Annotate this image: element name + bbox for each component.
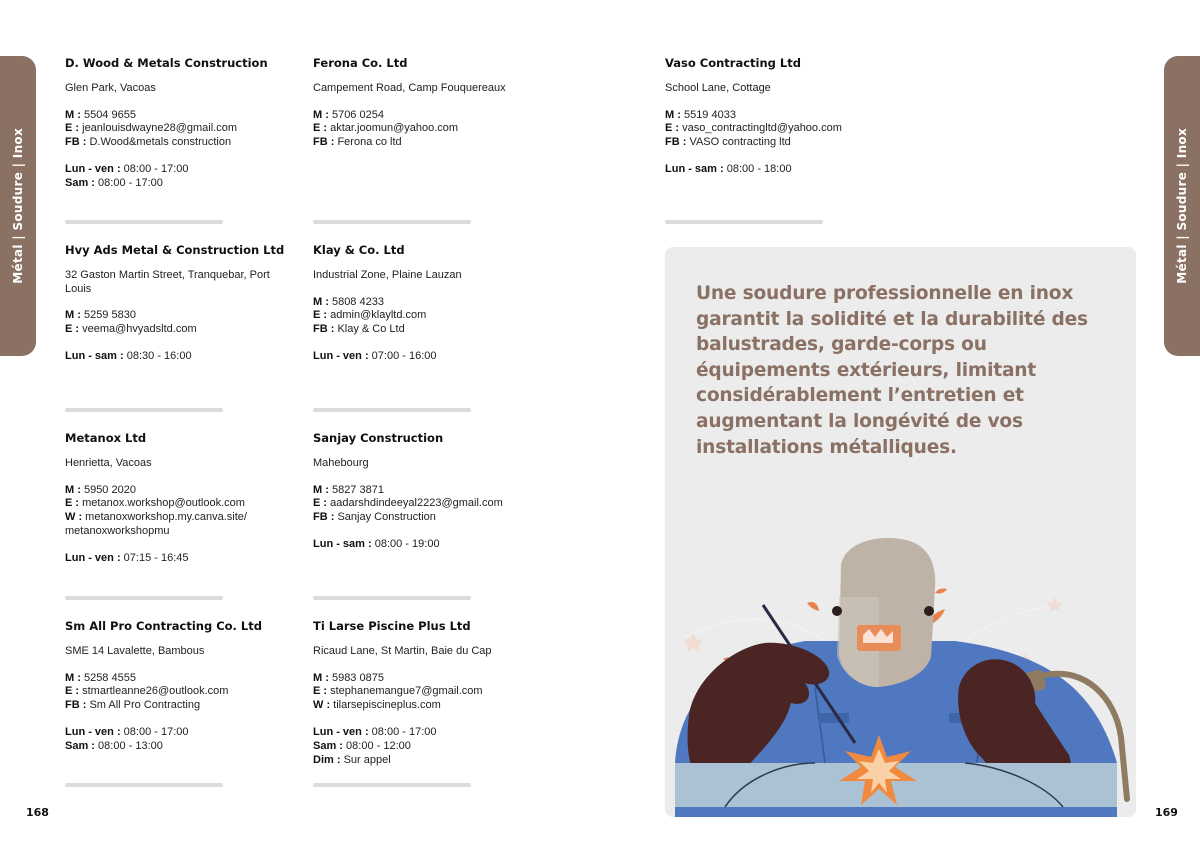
opening-hours-label: Lun - sam : xyxy=(665,162,724,175)
contact-value: 5519 4033 xyxy=(683,108,736,121)
contact-line xyxy=(65,484,295,498)
company-address: 32 Gaston Martin Street, Tranquebar, Port Louis xyxy=(65,268,270,295)
company-address: Ricaud Lane, St Martin, Baie du Cap xyxy=(313,644,492,657)
contact-label: FB : xyxy=(313,511,335,524)
page-number-left: 168 xyxy=(26,806,49,819)
opening-hours-label: Lun - sam : xyxy=(313,537,372,550)
contact-label: FB : xyxy=(65,136,87,149)
quote-text: Une soudure professionnelle en inox garantit la solidité et la durabilité des balustrades, garde-corps ou équipements extérieurs, limitant considérablement l’entretien et augmentant la longévité de vos installations métalliques. xyxy=(696,283,1088,458)
contact-value: stmartleanne26@outlook.com xyxy=(82,685,229,698)
opening-hours-value: 08:00 - 18:00 xyxy=(726,162,792,175)
contact-value: stephanemangue7@gmail.com xyxy=(330,685,483,698)
contact-label: E : xyxy=(313,685,328,698)
company-address: Glen Park, Vacoas xyxy=(65,81,156,94)
contact-label: E : xyxy=(65,122,80,135)
opening-hours-label: Sam : xyxy=(65,739,95,752)
contact-line xyxy=(65,136,295,150)
opening-hours-line xyxy=(313,538,543,552)
contact-line xyxy=(65,672,295,686)
opening-hours-value: Sur appel xyxy=(343,753,391,766)
contact-line xyxy=(313,672,543,686)
welding-helmet xyxy=(832,538,935,687)
contact-line xyxy=(65,309,295,323)
divider xyxy=(313,220,471,224)
company-name: Ferona Co. Ltd xyxy=(313,56,408,70)
contact xyxy=(65,672,295,713)
company-name: Sanjay Construction xyxy=(313,431,444,445)
contact xyxy=(313,672,543,713)
contact-value: veema@hvyadsltd.com xyxy=(82,323,197,336)
section-tab-label: Métal | Soudure | Inox xyxy=(1175,128,1189,284)
contact xyxy=(65,484,295,539)
opening-hours-label: Lun - ven : xyxy=(65,551,121,564)
opening-hours xyxy=(313,726,543,767)
opening-hours xyxy=(313,538,543,552)
opening-hours xyxy=(65,726,295,754)
contact xyxy=(313,109,543,150)
directory-entry xyxy=(313,620,543,767)
contact-label: FB : xyxy=(313,136,335,149)
contact-value: Sm All Pro Contracting xyxy=(89,699,201,712)
opening-hours-label: Lun - sam : xyxy=(65,349,124,362)
opening-hours xyxy=(65,350,295,364)
contact-line xyxy=(313,497,543,511)
contact-label: M : xyxy=(65,671,81,684)
contact-value: vaso_contractingltd@yahoo.com xyxy=(682,122,842,135)
contact-label: E : xyxy=(313,309,328,322)
company-name: Klay & Co. Ltd xyxy=(313,243,405,257)
contact xyxy=(313,484,543,525)
contact-label: E : xyxy=(313,497,328,510)
section-tab-label: Métal | Soudure | Inox xyxy=(11,128,25,284)
contact-label: E : xyxy=(313,122,328,135)
contact-value: 5950 2020 xyxy=(83,483,136,496)
opening-hours-value: 08:30 - 16:00 xyxy=(126,349,192,362)
opening-hours-value: 08:00 - 17:00 xyxy=(98,176,163,189)
divider xyxy=(65,783,223,787)
company-name: Ti Larse Piscine Plus Ltd xyxy=(313,619,471,633)
section-tab-left xyxy=(0,56,36,356)
opening-hours xyxy=(313,350,543,364)
contact-value: Ferona co ltd xyxy=(337,136,402,149)
contact-value: 5258 4555 xyxy=(83,671,136,684)
contact-label: M : xyxy=(313,295,329,308)
company-address: School Lane, Cottage xyxy=(665,81,771,94)
contact-value: 5706 0254 xyxy=(331,108,384,121)
contact-line xyxy=(313,323,543,337)
opening-hours-label: Lun - ven : xyxy=(65,162,121,175)
opening-hours-label: Lun - ven : xyxy=(313,725,369,738)
opening-hours-line xyxy=(313,350,543,364)
contact xyxy=(313,296,543,337)
contact-label: M : xyxy=(65,483,81,496)
divider xyxy=(313,783,471,787)
contact-line xyxy=(665,109,895,123)
contact-label: FB : xyxy=(65,699,87,712)
contact-line xyxy=(313,309,543,323)
opening-hours-value: 08:00 - 17:00 xyxy=(123,725,189,738)
opening-hours-line xyxy=(65,163,295,177)
contact-line xyxy=(313,296,543,310)
opening-hours-value: 08:00 - 12:00 xyxy=(346,739,411,752)
divider xyxy=(665,220,823,224)
directory-entry xyxy=(313,244,543,364)
contact-line xyxy=(65,685,295,699)
opening-hours-value: 08:00 - 13:00 xyxy=(98,739,163,752)
contact-line xyxy=(665,136,895,150)
opening-hours-value: 07:15 - 16:45 xyxy=(123,551,189,564)
opening-hours-line xyxy=(313,740,543,754)
directory-entry xyxy=(65,57,295,191)
company-name: Sm All Pro Contracting Co. Ltd xyxy=(65,619,262,633)
contact-value: aktar.joomun@yahoo.com xyxy=(330,122,459,135)
contact-label: M : xyxy=(313,483,329,496)
contact-label: M : xyxy=(313,108,329,121)
opening-hours-value: 08:00 - 17:00 xyxy=(123,162,189,175)
directory-entry xyxy=(65,244,295,364)
contact-line xyxy=(65,497,295,511)
opening-hours xyxy=(665,163,895,177)
contact-line xyxy=(313,699,543,713)
divider xyxy=(65,408,223,412)
contact-line xyxy=(313,511,543,525)
contact-value: admin@klayltd.com xyxy=(330,309,427,322)
opening-hours-value: 07:00 - 16:00 xyxy=(371,349,437,362)
opening-hours-line xyxy=(65,350,295,364)
contact-label: M : xyxy=(313,671,329,684)
company-address: Industrial Zone, Plaine Lauzan xyxy=(313,268,462,281)
opening-hours-value: 08:00 - 19:00 xyxy=(374,537,440,550)
opening-hours-line xyxy=(65,552,295,566)
contact-value: metanox.workshop@outlook.com xyxy=(82,497,245,510)
directory-entry xyxy=(313,57,543,163)
contact-value: Sanjay Construction xyxy=(337,511,436,524)
contact-label: M : xyxy=(665,108,681,121)
contact-line xyxy=(313,685,543,699)
company-address: Mahebourg xyxy=(313,456,369,469)
contact-label: E : xyxy=(65,323,80,336)
contact-value: 5983 0875 xyxy=(331,671,384,684)
contact-value: 5808 4233 xyxy=(331,295,384,308)
company-name: Vaso Contracting Ltd xyxy=(665,56,801,70)
contact-line xyxy=(313,484,543,498)
opening-hours-line xyxy=(313,726,543,740)
contact-label: FB : xyxy=(313,323,335,336)
quote-card xyxy=(665,247,1136,817)
directory-entry xyxy=(313,432,543,552)
contact-value: tilarsepiscineplus.com xyxy=(333,699,441,712)
contact-value: 5827 3871 xyxy=(331,483,384,496)
contact-line xyxy=(65,323,295,337)
contact-label: M : xyxy=(65,108,81,121)
contact-label: E : xyxy=(65,685,80,698)
company-name: Metanox Ltd xyxy=(65,431,147,445)
contact xyxy=(665,109,895,150)
contact-value: VASO contracting ltd xyxy=(689,136,791,149)
opening-hours xyxy=(65,552,295,566)
contact-value: jeanlouisdwayne28@gmail.com xyxy=(82,122,237,135)
company-address: SME 14 Lavalette, Bambous xyxy=(65,644,205,657)
contact-label: E : xyxy=(665,122,680,135)
opening-hours-line xyxy=(65,177,295,191)
directory-entry xyxy=(665,57,895,177)
section-tab-right xyxy=(1164,56,1200,356)
opening-hours-line xyxy=(65,740,295,754)
opening-hours-line xyxy=(665,163,895,177)
contact-line xyxy=(313,122,543,136)
divider xyxy=(65,596,223,600)
opening-hours xyxy=(65,163,295,191)
company-address: Henrietta, Vacoas xyxy=(65,456,152,469)
contact-label: W : xyxy=(313,699,331,712)
contact-line xyxy=(65,122,295,136)
contact-label: M : xyxy=(65,309,81,322)
contact xyxy=(65,109,295,150)
divider xyxy=(65,220,223,224)
company-name: D. Wood & Metals Construction xyxy=(65,56,268,70)
company-name: Hvy Ads Metal & Construction Ltd xyxy=(65,243,285,257)
directory-entry xyxy=(65,432,295,566)
contact xyxy=(65,309,295,337)
contact-line xyxy=(65,109,295,123)
opening-hours-label: Lun - ven : xyxy=(65,725,121,738)
contact-label: E : xyxy=(65,497,80,510)
contact-value: Klay & Co Ltd xyxy=(337,323,405,336)
contact-label: W : xyxy=(65,511,83,524)
opening-hours-label: Sam : xyxy=(65,176,95,189)
contact-line xyxy=(313,109,543,123)
contact-line xyxy=(65,699,295,713)
contact-value: 5504 9655 xyxy=(83,108,136,121)
contact-line xyxy=(665,122,895,136)
opening-hours-label: Lun - ven : xyxy=(313,349,369,362)
divider xyxy=(313,596,471,600)
company-address: Campement Road, Camp Fouquereaux xyxy=(313,81,506,94)
opening-hours-line xyxy=(65,726,295,740)
contact-value: aadarshdindeeyal2223@gmail.com xyxy=(330,497,503,510)
divider xyxy=(313,408,471,412)
opening-hours-value: 08:00 - 17:00 xyxy=(371,725,437,738)
contact-line xyxy=(65,511,295,539)
contact-line xyxy=(313,136,543,150)
opening-hours-label: Dim : xyxy=(313,753,341,766)
directory-entry xyxy=(65,620,295,754)
welder-illustration xyxy=(665,537,1136,817)
contact-value: 5259 5830 xyxy=(83,309,136,322)
contact-value: D.Wood&metals construction xyxy=(89,136,232,149)
page-number-right: 169 xyxy=(1155,806,1178,819)
contact-value: metanoxworkshop.my.canva.site/ metanoxworkshopmu xyxy=(65,511,247,537)
opening-hours-line xyxy=(313,754,543,768)
contact-label: FB : xyxy=(665,136,687,149)
opening-hours-label: Sam : xyxy=(313,739,343,752)
